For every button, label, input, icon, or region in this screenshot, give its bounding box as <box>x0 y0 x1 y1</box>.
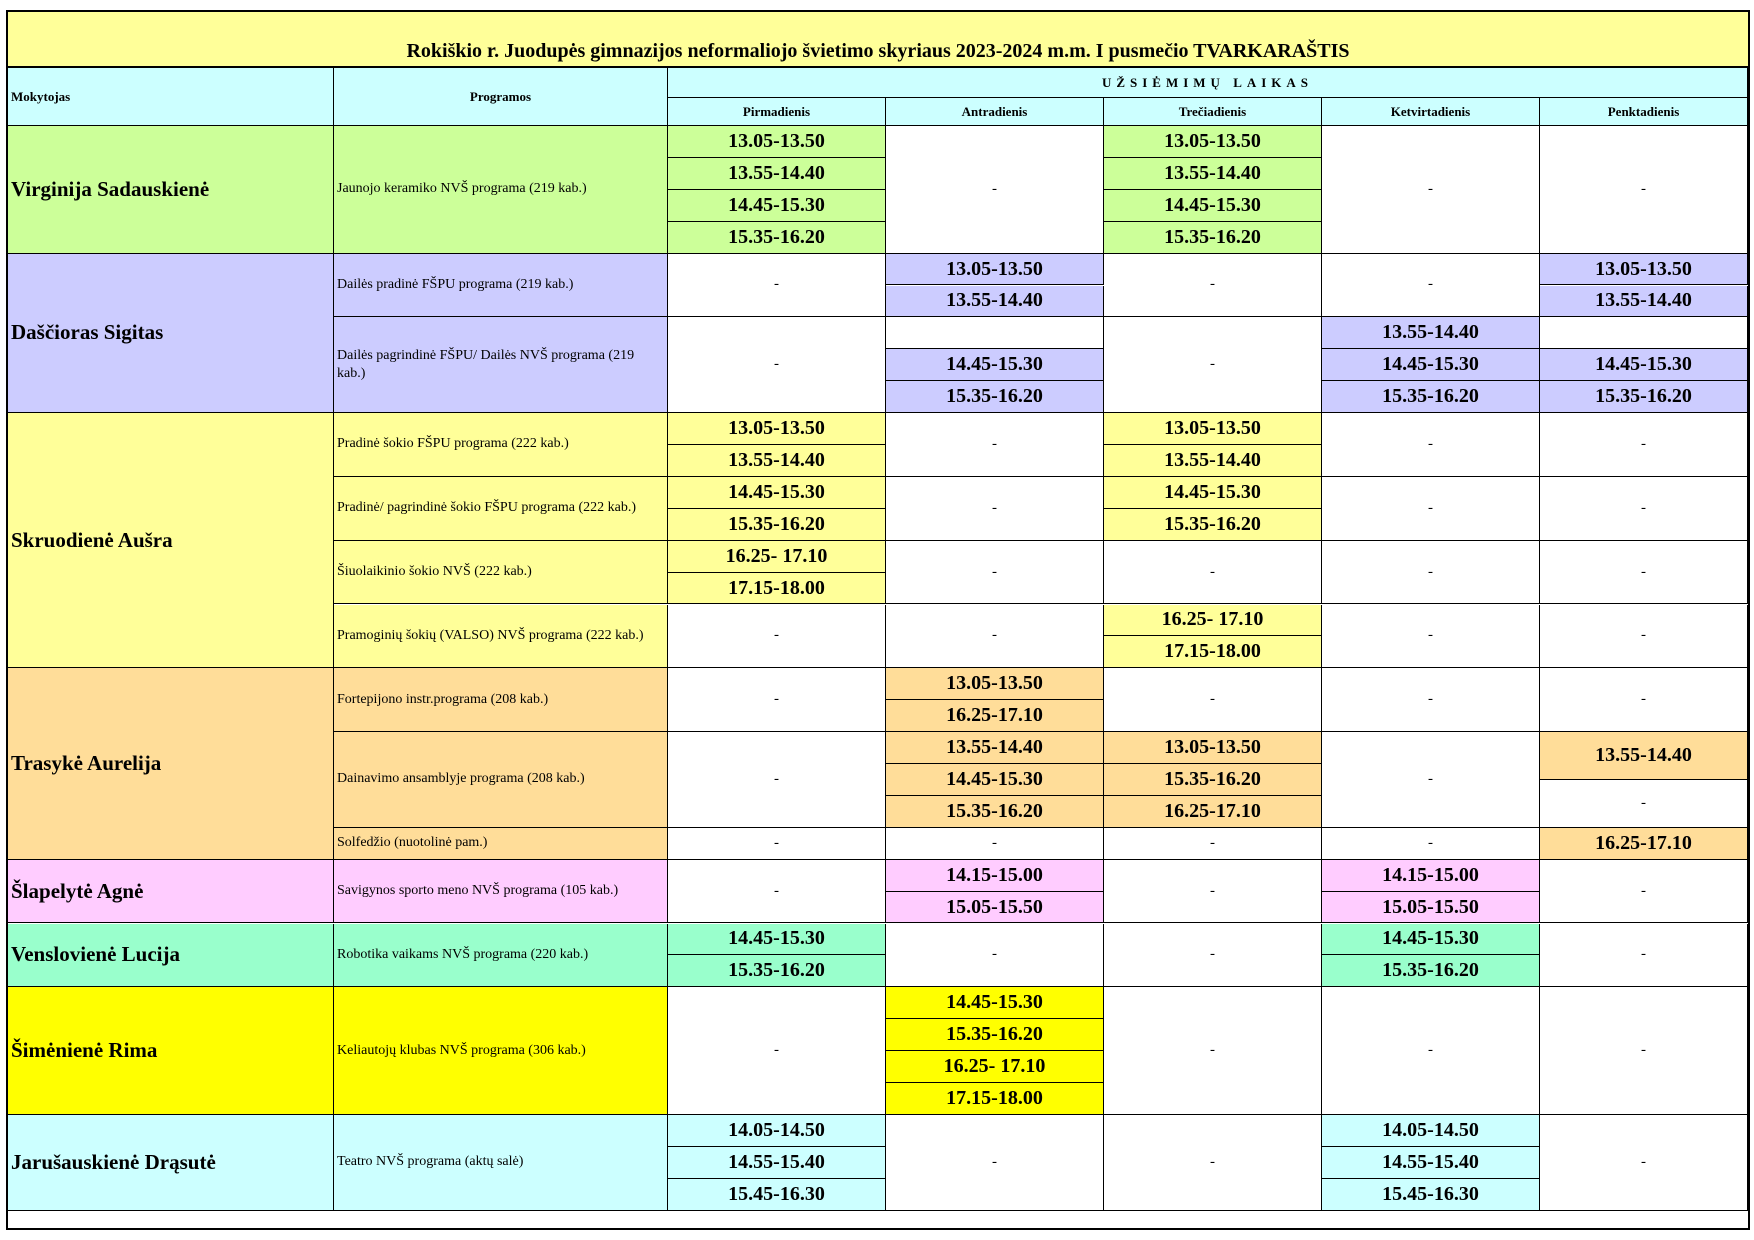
time-slot: 13.55-14.40 <box>886 732 1104 764</box>
time-slot: 16.25- 17.10 <box>668 541 886 573</box>
empty-slot: - <box>1540 477 1748 541</box>
day-header: Trečiadienis <box>1104 98 1322 126</box>
empty-slot: - <box>1104 668 1322 732</box>
time-slot: 15.35-16.20 <box>886 1019 1104 1051</box>
teacher-name: Jarušauskienė Drąsutė <box>8 1115 334 1211</box>
time-slot: 16.25- 17.10 <box>886 1051 1104 1083</box>
time-slot: 15.35-16.20 <box>886 381 1104 413</box>
time-slot: 15.35-16.20 <box>886 796 1104 828</box>
program-name: Fortepijono instr.programa (208 kab.) <box>334 668 668 732</box>
schedule-grid <box>6 68 1750 1230</box>
time-slot: 14.45-15.30 <box>668 477 886 509</box>
day-header: Ketvirtadienis <box>1322 98 1540 126</box>
empty-slot: - <box>886 477 1104 541</box>
page-title: Rokiškio r. Juodupės gimnazijos neformaliojo švietimo skyriaus 2023-2024 m.m. I pusmečio TVARKARAŠTIS <box>6 10 1750 68</box>
empty-slot: - <box>668 254 886 318</box>
empty-slot: - <box>1322 987 1540 1115</box>
teacher-name: Šimėnienė Rima <box>8 987 334 1115</box>
time-slot: 13.55-14.40 <box>668 445 886 477</box>
empty-slot: - <box>1104 317 1322 413</box>
time-slot: 15.35-16.20 <box>668 955 886 987</box>
time-slot: 15.35-16.20 <box>1540 381 1748 413</box>
time-slot: 16.25- 17.10 <box>1104 605 1322 637</box>
time-slot: 15.35-16.20 <box>1322 955 1540 987</box>
program-name: Teatro NVŠ programa (aktų salė) <box>334 1115 668 1211</box>
time-slot: 15.35-16.20 <box>1104 509 1322 541</box>
empty-slot: - <box>886 605 1104 669</box>
time-slot: 15.05-15.50 <box>1322 892 1540 924</box>
time-slot: 13.55-14.40 <box>1540 732 1748 780</box>
time-slot: 15.35-16.20 <box>1104 222 1322 254</box>
time-slot: 15.35-16.20 <box>1104 764 1322 796</box>
time-slot: 13.55-14.40 <box>1104 445 1322 477</box>
empty-slot: - <box>668 732 886 828</box>
empty-slot: - <box>668 668 886 732</box>
time-slot: 15.45-16.30 <box>1322 1179 1540 1211</box>
time-slot: 13.05-13.50 <box>1104 413 1322 445</box>
empty-slot <box>1540 317 1748 349</box>
empty-slot: - <box>668 987 886 1115</box>
time-slot: 14.45-15.30 <box>1104 190 1322 222</box>
empty-slot: - <box>668 828 886 860</box>
empty-slot: - <box>1104 987 1322 1115</box>
program-name: Dainavimo ansamblyje programa (208 kab.) <box>334 732 668 828</box>
time-slot: 13.55-14.40 <box>668 158 886 190</box>
empty-slot: - <box>886 924 1104 988</box>
program-name: Keliautojų klubas NVŠ programa (306 kab.) <box>334 987 668 1115</box>
time-slot: 14.55-15.40 <box>668 1147 886 1179</box>
empty-slot: - <box>886 126 1104 254</box>
empty-slot: - <box>1540 413 1748 477</box>
time-slot: 15.35-16.20 <box>668 222 886 254</box>
time-slot: 17.15-18.00 <box>886 1083 1104 1115</box>
empty-slot: - <box>1322 605 1540 669</box>
time-slot: 14.45-15.30 <box>886 349 1104 381</box>
teacher-name: Trasykė Aurelija <box>8 668 334 859</box>
time-slot: 17.15-18.00 <box>1104 636 1322 668</box>
teacher-name: Daščioras Sigitas <box>8 254 334 414</box>
time-slot: 16.25-17.10 <box>886 700 1104 732</box>
empty-slot: - <box>1104 541 1322 605</box>
empty-slot: - <box>1104 924 1322 988</box>
day-header: Pirmadienis <box>668 98 886 126</box>
empty-slot: - <box>886 828 1104 860</box>
program-name: Dailės pradinė FŠPU programa (219 kab.) <box>334 254 668 318</box>
time-slot: 13.05-13.50 <box>1104 126 1322 158</box>
time-slot: 13.05-13.50 <box>1104 732 1322 764</box>
program-name: Pradinė/ pagrindinė šokio FŠPU programa (222 kab.) <box>334 477 668 541</box>
empty-slot: - <box>668 317 886 413</box>
empty-slot: - <box>1540 860 1748 924</box>
program-name: Robotika vaikams NVŠ programa (220 kab.) <box>334 924 668 988</box>
time-slot: 15.35-16.20 <box>1322 381 1540 413</box>
time-slot: 15.45-16.30 <box>668 1179 886 1211</box>
empty-slot: - <box>1540 924 1748 988</box>
program-name: Dailės pagrindinė FŠPU/ Dailės NVŠ programa (219 kab.) <box>334 317 668 413</box>
time-slot: 16.25-17.10 <box>1540 828 1748 860</box>
empty-slot: - <box>1540 780 1748 828</box>
empty-slot: - <box>1540 1115 1748 1211</box>
empty-slot: - <box>886 541 1104 605</box>
program-name: Savigynos sporto meno NVŠ programa (105 kab.) <box>334 860 668 924</box>
empty-slot: - <box>668 605 886 669</box>
empty-slot: - <box>1322 732 1540 828</box>
empty-slot: - <box>1322 413 1540 477</box>
empty-slot: - <box>886 413 1104 477</box>
programs-header: Programos <box>334 68 668 126</box>
empty-slot: - <box>1540 126 1748 254</box>
empty-slot: - <box>1540 605 1748 669</box>
time-slot: 14.45-15.30 <box>1540 349 1748 381</box>
empty-slot: - <box>1104 1115 1322 1211</box>
time-slot: 13.05-13.50 <box>886 254 1104 286</box>
teacher-header: Mokytojas <box>8 68 334 126</box>
empty-slot: - <box>1322 541 1540 605</box>
empty-slot: - <box>1104 860 1322 924</box>
empty-slot: - <box>1104 254 1322 318</box>
empty-slot: - <box>1322 668 1540 732</box>
empty-slot <box>886 317 1104 349</box>
time-slot: 14.45-15.30 <box>1104 477 1322 509</box>
time-slot: 14.55-15.40 <box>1322 1147 1540 1179</box>
day-header: Antradienis <box>886 98 1104 126</box>
time-slot: 15.35-16.20 <box>668 509 886 541</box>
time-slot: 13.05-13.50 <box>1540 254 1748 286</box>
empty-slot: - <box>1322 126 1540 254</box>
time-slot: 17.15-18.00 <box>668 573 886 605</box>
empty-slot: - <box>1322 477 1540 541</box>
time-slot: 14.15-15.00 <box>886 860 1104 892</box>
empty-slot: - <box>1540 541 1748 605</box>
program-name: Pradinė šokio FŠPU programa (222 kab.) <box>334 413 668 477</box>
time-slot: 14.45-15.30 <box>668 190 886 222</box>
time-slot: 13.55-14.40 <box>1540 286 1748 318</box>
empty-slot: - <box>1104 828 1322 860</box>
time-slot: 16.25-17.10 <box>1104 796 1322 828</box>
time-slot: 13.55-14.40 <box>1322 317 1540 349</box>
time-slot: 13.55-14.40 <box>886 286 1104 318</box>
time-slot: 15.05-15.50 <box>886 892 1104 924</box>
empty-slot: - <box>1540 987 1748 1115</box>
time-slot: 13.05-13.50 <box>668 126 886 158</box>
schedule-sheet <box>6 10 1754 1230</box>
time-slot: 13.55-14.40 <box>1104 158 1322 190</box>
empty-slot: - <box>1322 254 1540 318</box>
time-slot: 14.45-15.30 <box>886 987 1104 1019</box>
time-slot: 13.05-13.50 <box>668 413 886 445</box>
day-header: Penktadienis <box>1540 98 1748 126</box>
teacher-name: Skruodienė Aušra <box>8 413 334 668</box>
program-name: Jaunojo keramiko NVŠ programa (219 kab.) <box>334 126 668 254</box>
time-slot: 14.45-15.30 <box>1322 349 1540 381</box>
time-slot: 14.45-15.30 <box>1322 924 1540 956</box>
teacher-name: Šlapelytė Agnė <box>8 860 334 924</box>
time-slot: 14.05-14.50 <box>668 1115 886 1147</box>
empty-slot: - <box>1540 668 1748 732</box>
time-slot: 13.05-13.50 <box>886 668 1104 700</box>
program-name: Šiuolaikinio šokio NVŠ (222 kab.) <box>334 541 668 605</box>
empty-slot: - <box>1322 828 1540 860</box>
teacher-name: Venslovienė Lucija <box>8 924 334 988</box>
teacher-name: Virginija Sadauskienė <box>8 126 334 254</box>
time-slot: 14.15-15.00 <box>1322 860 1540 892</box>
empty-slot: - <box>886 1115 1104 1211</box>
time-group-header: UŽSIĖMIMŲ LAIKAS <box>668 68 1748 98</box>
time-slot: 14.05-14.50 <box>1322 1115 1540 1147</box>
program-name: Solfedžio (nuotolinė pam.) <box>334 828 668 860</box>
program-name: Pramoginių šokių (VALSO) NVŠ programa (222 kab.) <box>334 605 668 669</box>
empty-slot: - <box>668 860 886 924</box>
time-slot: 14.45-15.30 <box>668 924 886 956</box>
time-slot: 14.45-15.30 <box>886 764 1104 796</box>
